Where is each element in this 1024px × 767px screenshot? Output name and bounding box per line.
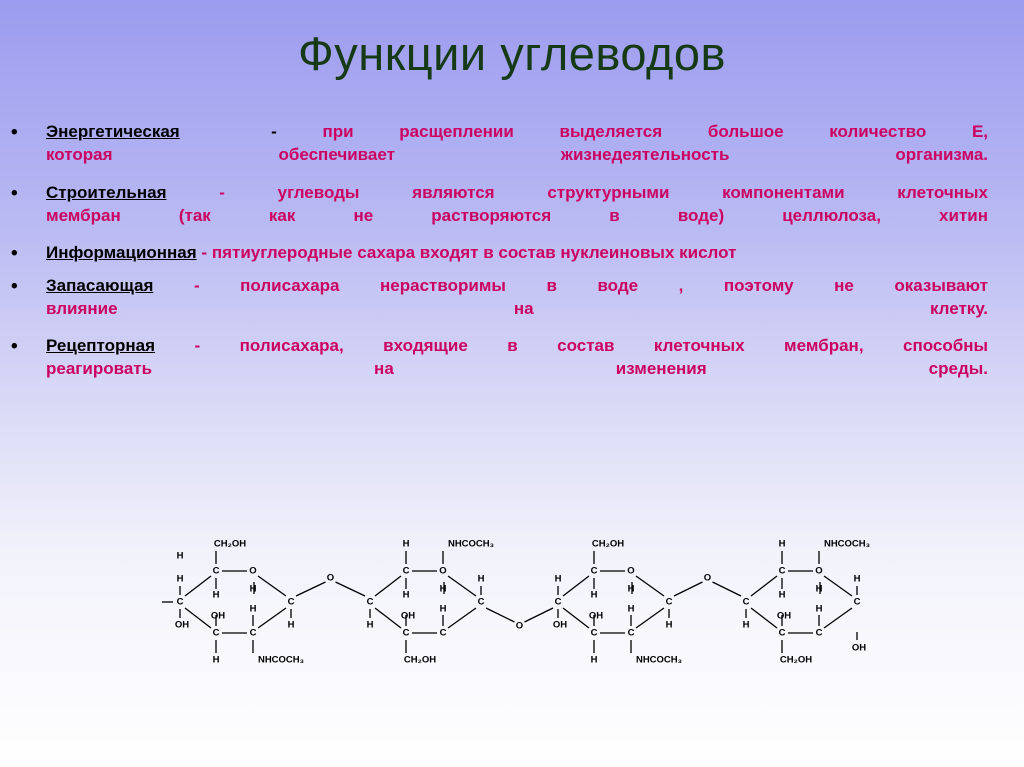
item-term: Информационная	[46, 243, 197, 262]
atom-label: H	[590, 589, 598, 601]
group-label: NHCOCH₃	[635, 654, 683, 666]
atom-label: H	[439, 583, 447, 595]
item-line1: углеводы являются структурными компонентами клеточных	[277, 183, 988, 202]
item-term: Строительная	[46, 183, 167, 202]
atom-label: C	[590, 565, 598, 577]
atom-label: H	[212, 589, 220, 601]
atom-label: OH	[210, 610, 226, 622]
atom-label: C	[665, 596, 673, 608]
atom-label: H	[815, 603, 823, 615]
atom-label: H	[627, 583, 635, 595]
item-term: Энергетическая	[46, 122, 180, 141]
atom-label: O	[439, 565, 447, 577]
item-separator: -	[196, 243, 208, 262]
item-line1: пятиуглеродные сахара входят в состав нуклеиновых кислот	[211, 243, 737, 262]
atom-label: H	[212, 654, 220, 666]
item-separator: -	[155, 336, 201, 355]
atom-label: H	[778, 538, 786, 550]
atom-label: C	[176, 596, 184, 608]
atom-label: O	[249, 565, 257, 577]
atom-label: H	[778, 589, 786, 601]
atom-label: H	[590, 654, 598, 666]
atom-label: H	[402, 589, 410, 601]
atom-label: H	[402, 538, 410, 550]
atom-label: C	[439, 627, 447, 639]
group-label: CH₂OH	[403, 654, 437, 666]
atom-label: C	[402, 627, 410, 639]
atom-label: H	[477, 573, 485, 585]
bullet-icon: •	[11, 243, 18, 264]
item-line2: влияние на клетку.	[46, 299, 988, 318]
atom-label: C	[778, 627, 786, 639]
group-label: NHCOCH₃	[447, 538, 495, 550]
page-title: Функции углеводов	[298, 27, 726, 80]
bond-line	[636, 576, 664, 596]
atom-label: C	[627, 627, 635, 639]
atom-label: H	[665, 619, 673, 631]
atom-label: C	[287, 596, 295, 608]
atom-label: H	[554, 573, 562, 585]
item-line2: которая обеспечивает жизнедеятельность организма.	[46, 145, 988, 164]
atom-label: C	[212, 565, 220, 577]
bond-line	[824, 608, 852, 628]
item-line2: реагировать на изменения среды.	[46, 359, 988, 378]
atom-label: OH	[552, 619, 568, 631]
item-line1: - полисахара нерастворимы в воде , поэтому не оказывают	[193, 276, 988, 295]
atom-label: H	[439, 603, 447, 615]
bond-line	[448, 576, 476, 596]
atom-label: H	[249, 603, 257, 615]
bond-line	[185, 576, 211, 596]
bullet-icon: •	[11, 336, 18, 357]
group-label: CH₂OH	[213, 538, 247, 550]
atom-label: OH	[776, 610, 792, 622]
atom-label: C	[590, 627, 598, 639]
atom-label: O	[815, 565, 823, 577]
atom-label: H	[287, 619, 295, 631]
bond-line	[636, 608, 664, 628]
atom-label: H	[176, 573, 184, 585]
bond-line	[751, 608, 777, 628]
bond-line	[375, 576, 401, 596]
group-label: NHCOCH₃	[823, 538, 871, 550]
item-line1: полисахара, входящие в состав клеточных мембран, способны	[239, 336, 988, 355]
bond-line	[258, 608, 286, 628]
atom-label: H	[742, 619, 750, 631]
bullet-icon: •	[11, 122, 18, 143]
atom-label: C	[778, 565, 786, 577]
bond-line	[751, 576, 777, 596]
bond-line	[375, 608, 401, 628]
bridge-oxygen: O	[326, 572, 335, 584]
item-line2: мембран (так как не растворяются в воде) целлюлоза, хитин	[46, 206, 988, 225]
item-line1: при расщеплении выделяется большое количество Е,	[322, 122, 989, 141]
bond-line	[296, 582, 326, 596]
bond-line	[713, 582, 742, 596]
bond-line	[448, 608, 476, 628]
atom-label: OH	[851, 642, 867, 654]
bond-line	[486, 608, 515, 622]
atom-label: C	[366, 596, 374, 608]
bond-line	[824, 576, 852, 596]
item-separator: -	[179, 122, 277, 141]
atom-label: H	[366, 619, 374, 631]
atom-label: OH	[174, 619, 190, 631]
bridge-oxygen: O	[515, 620, 524, 632]
atom-label: C	[212, 627, 220, 639]
bond-line	[525, 608, 554, 622]
atom-label: OH	[588, 610, 604, 622]
atom-label: H	[815, 583, 823, 595]
atom-label: H	[249, 583, 257, 595]
atom-label: C	[249, 627, 257, 639]
group-label: CH₂OH	[591, 538, 625, 550]
atom-label: H	[627, 603, 635, 615]
bullet-icon: •	[11, 183, 18, 204]
bond-line	[674, 582, 703, 596]
item-term: Рецепторная	[46, 336, 156, 355]
atom-label: O	[627, 565, 635, 577]
bullet-icon: •	[11, 276, 18, 297]
group-label: NHCOCH₃	[257, 654, 305, 666]
bond-line	[563, 576, 589, 596]
atom-label: C	[402, 565, 410, 577]
atom-label: C	[815, 627, 823, 639]
bond-line	[258, 576, 286, 596]
atom-label: H	[176, 550, 184, 562]
atom-label: C	[554, 596, 562, 608]
item-separator: -	[166, 183, 225, 202]
atom-label: OH	[400, 610, 416, 622]
item-term: Запасающая	[46, 276, 154, 295]
group-label: CH₂OH	[779, 654, 813, 666]
atom-label: C	[853, 596, 861, 608]
atom-label: C	[742, 596, 750, 608]
atom-label: H	[853, 573, 861, 585]
atom-label: C	[477, 596, 485, 608]
bridge-oxygen: O	[703, 572, 712, 584]
bond-line	[336, 582, 366, 596]
